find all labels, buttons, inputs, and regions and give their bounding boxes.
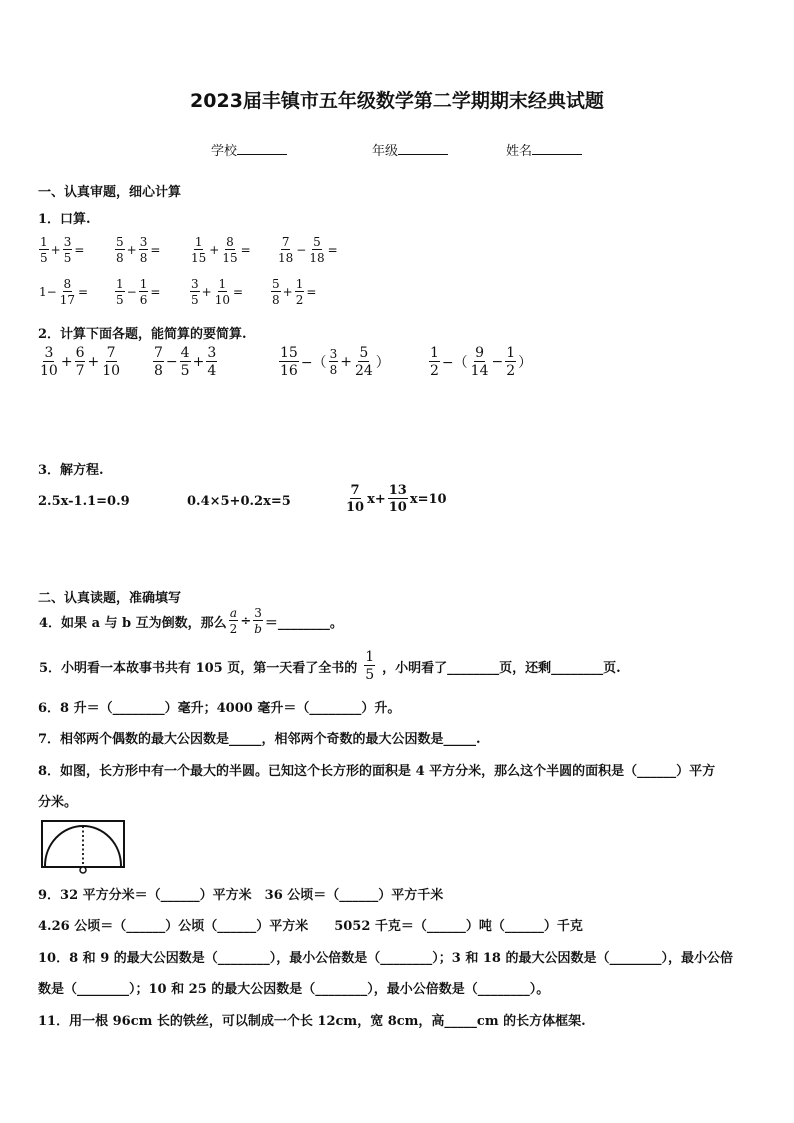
- q10-line-2: 数是（________）；10 和 25 的最大公因数是（________），最小公倍数是（________）。: [38, 982, 550, 997]
- q9-line-1: 9．32 平方分米＝（______）平方米 36 公顷＝（______）平方千米: [38, 888, 444, 903]
- school-blank[interactable]: [237, 140, 287, 155]
- grade-field: [372, 140, 448, 159]
- name-blank[interactable]: [532, 140, 582, 155]
- q5: 5．小明看一本故事书共有 105 页，第一天看了全书的 $\frac{1}{5}$ ，小明看了________页，还剩________页.: [39, 649, 621, 683]
- school-label: 学校: [211, 144, 238, 159]
- q1-expr-2: $\frac{5}{8}$ + $\frac{3}{8}$ =: [116, 235, 161, 265]
- grade-label: 年级: [372, 144, 399, 159]
- q11: 11．用一根 96cm 长的铁丝，可以制成一个长 12cm，宽 8cm，高_____cm 的长方体框架.: [38, 1014, 586, 1029]
- q6: 6．8 升＝（________）毫升；4000 毫升＝（________）升。: [38, 701, 401, 716]
- name-label: 姓名: [506, 144, 533, 159]
- q2-expr-1: $\frac{3}{10}$ + $\frac{6}{7}$ + $\frac{7}{10}$: [40, 345, 121, 379]
- name-field: [506, 140, 582, 159]
- q10-line-1: 10．8 和 9 的最大公因数是（________），最小公倍数是（________）；3 和 18 的最大公因数是（________），最小公倍: [38, 951, 733, 966]
- q3-equation-1: 2.5x-1.1=0.9: [38, 494, 130, 509]
- section-1-heading: 一、认真审题，细心计算: [38, 185, 182, 200]
- semicircle-in-rectangle-figure: [41, 820, 125, 868]
- q2-expr-3: $\frac{15}{16}$ −（ $\frac{3}{8}$ + $\frac{5}{24}$ ）: [280, 345, 390, 379]
- q8-line-1: 8．如图，长方形中有一个最大的半圆。已知这个长方形的面积是 4 平方分米，那么这个半圆的面积是（______）平方: [38, 764, 716, 779]
- school-field: [211, 140, 287, 159]
- q3-equation-2: 0.4×5+0.2x=5: [187, 494, 291, 509]
- q8-line-2: 分米。: [38, 795, 78, 810]
- q3-equation-3: $\frac{7}{10}$ x+ $\frac{13}{10}$ x=10: [346, 483, 447, 515]
- q1-label: 1．口算.: [38, 212, 91, 227]
- q4: 4．如果 a 与 b 互为倒数，那么 $\frac{a}{2}$ ÷ $\frac{3}{b}$ ＝________。: [39, 606, 343, 636]
- q1-expr-4: $\frac{7}{18}$ − $\frac{5}{18}$ =: [278, 235, 338, 265]
- semicircle-figure-svg: [43, 822, 123, 874]
- q1-expr-1: $\frac{1}{5}$ + $\frac{3}{5}$ =: [40, 235, 85, 265]
- q1-expr-8: $\frac{5}{8}$ + $\frac{1}{2}$ =: [272, 277, 317, 307]
- q7: 7．相邻两个偶数的最大公因数是_____，相邻两个奇数的最大公因数是_____.: [38, 732, 481, 747]
- q2-expr-4: $\frac{1}{2}$ −（ $\frac{9}{14}$ − $\frac{1}{2}$ ）: [430, 345, 533, 379]
- page-title: 2023届丰镇市五年级数学第二学期期末经典试题: [190, 90, 604, 112]
- grade-blank[interactable]: [398, 140, 448, 155]
- center-point: [80, 867, 86, 873]
- section-2-heading: 二、认真读题，准确填写: [38, 591, 182, 606]
- q1-expr-5: 1− $\frac{8}{17}$ =: [39, 277, 89, 307]
- q9-line-2: 4.26 公顷＝（______）公顷（______）平方米 5052 千克＝（______）吨（______）千克: [38, 919, 583, 934]
- q1-expr-6: $\frac{1}{5}$ − $\frac{1}{6}$ =: [116, 277, 161, 307]
- q3-label: 3．解方程.: [38, 463, 104, 478]
- q1-expr-3: $\frac{1}{15}$ + $\frac{8}{15}$ =: [191, 235, 251, 265]
- q2-expr-2: $\frac{7}{8}$ − $\frac{4}{5}$ + $\frac{3}{4}$: [154, 345, 217, 379]
- q1-expr-7: $\frac{3}{5}$ + $\frac{1}{10}$ =: [191, 277, 244, 307]
- q2-label: 2．计算下面各题，能简算的要简算.: [38, 327, 247, 342]
